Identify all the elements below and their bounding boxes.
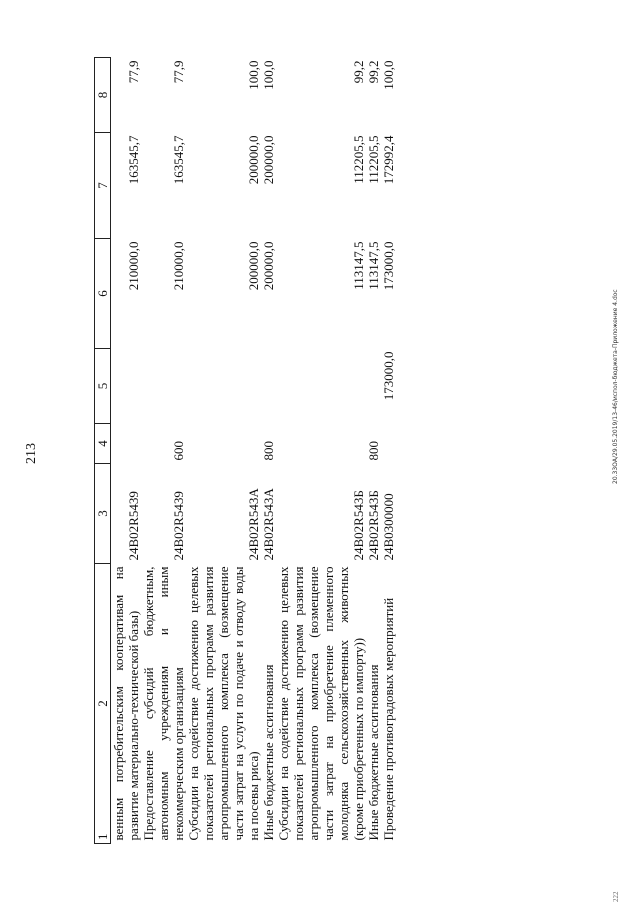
table-row: [381, 58, 396, 844]
row-col7: 112205,5: [351, 135, 366, 184]
row-code: 24B0300000: [381, 493, 396, 561]
row-code: 24B02R543Б: [351, 490, 366, 561]
row-col6: 210000,0: [126, 241, 141, 291]
row-col5: [366, 349, 381, 424]
row-name: венным потребительским кооперативам на развитие материально-технической базы): [111, 566, 141, 841]
row-col6: 210000,0: [171, 241, 186, 291]
row-code: 24B02R543Б: [366, 490, 381, 561]
header-col-2: 2: [95, 700, 110, 707]
row-col7: 112205,5: [366, 135, 381, 184]
row-code: 24B02R5439: [126, 491, 141, 561]
row-col8: 77,9: [171, 60, 186, 84]
row-col6: 113147,5: [351, 241, 366, 290]
row-col8: 77,9: [126, 60, 141, 84]
row-name: Иные бюджетные ассигнования: [261, 664, 276, 841]
row-vr: [186, 424, 261, 464]
row-col5: [261, 349, 276, 424]
header-col-5: 5: [95, 349, 111, 424]
row-col7: 200000,0: [261, 135, 276, 185]
row-col5: [276, 349, 366, 424]
row-name: Проведение противоградовых мероприятий: [381, 597, 396, 841]
header-cell: [95, 564, 111, 844]
row-col7: 200000,0: [246, 135, 261, 185]
table-row: [366, 58, 381, 844]
row-name: Иные бюджетные ассигнования: [366, 664, 381, 841]
row-name: Субсидии на содействие достижению целевых показателей региональных программ развития агропромышленного комплекса (возмещение части затрат на услуги по подаче и отводу воды на посевы риса): [186, 566, 261, 841]
row-col8: 100,0: [261, 60, 276, 90]
row-code: 24B02R5439: [171, 491, 186, 561]
row-vr: 800: [366, 441, 381, 461]
row-col8: 99,2: [366, 60, 381, 84]
row-col7: 163545,7: [171, 135, 186, 185]
header-col-8: 8: [95, 58, 111, 133]
header-col-1: 1: [95, 833, 110, 840]
row-vr: [381, 424, 396, 464]
row-col7: 172992,4: [381, 135, 396, 185]
row-col5: [111, 349, 142, 424]
row-col8: 100,0: [246, 60, 261, 90]
footer-page-fragment: 222: [612, 891, 620, 902]
row-col6: 113147,5: [366, 241, 381, 290]
table-row: [261, 58, 276, 844]
row-col5: [141, 349, 186, 424]
row-col7: 163545,7: [126, 135, 141, 185]
table-row: [111, 58, 142, 844]
row-col5: 173000,0: [381, 351, 396, 401]
table-row: [276, 58, 366, 844]
row-col8: 99,2: [351, 60, 366, 84]
budget-table: [94, 57, 396, 844]
row-col6: 200000,0: [261, 241, 276, 291]
row-col6: 173000,0: [381, 241, 396, 291]
row-code: 24B02R543A: [246, 488, 261, 561]
table-header-row: [95, 58, 111, 844]
row-col6: 200000,0: [246, 241, 261, 291]
row-vr: 600: [171, 441, 186, 461]
row-col8: 100,0: [381, 60, 396, 90]
row-vr: 800: [261, 441, 276, 461]
table-row: [141, 58, 186, 844]
page-number: 213: [24, 443, 39, 464]
footer-file-path: 20.33ОА/29.05.2019/13-46/испол-бюджета-Приложение 4.doc: [612, 289, 619, 484]
row-vr: [276, 424, 366, 464]
row-name: Предоставление субсидий бюджетным, автономным учреждениям и иным некоммерческим организациям: [141, 566, 186, 841]
header-col-7: 7: [95, 133, 111, 239]
row-col5: [186, 349, 261, 424]
table-row: [186, 58, 261, 844]
row-code: 24B02R543A: [261, 488, 276, 561]
header-col-3: 3: [95, 464, 111, 564]
header-col-6: 6: [95, 239, 111, 349]
row-name: Субсидии на содействие достижению целевых показателей региональных программ развития агропромышленного комплекса (возмещение части затрат на приобретение племенного молодняка сельскохозяйственных животных (кроме приобретенных по импорту)): [276, 566, 366, 841]
row-vr: [111, 424, 142, 464]
header-col-4: 4: [95, 424, 111, 464]
